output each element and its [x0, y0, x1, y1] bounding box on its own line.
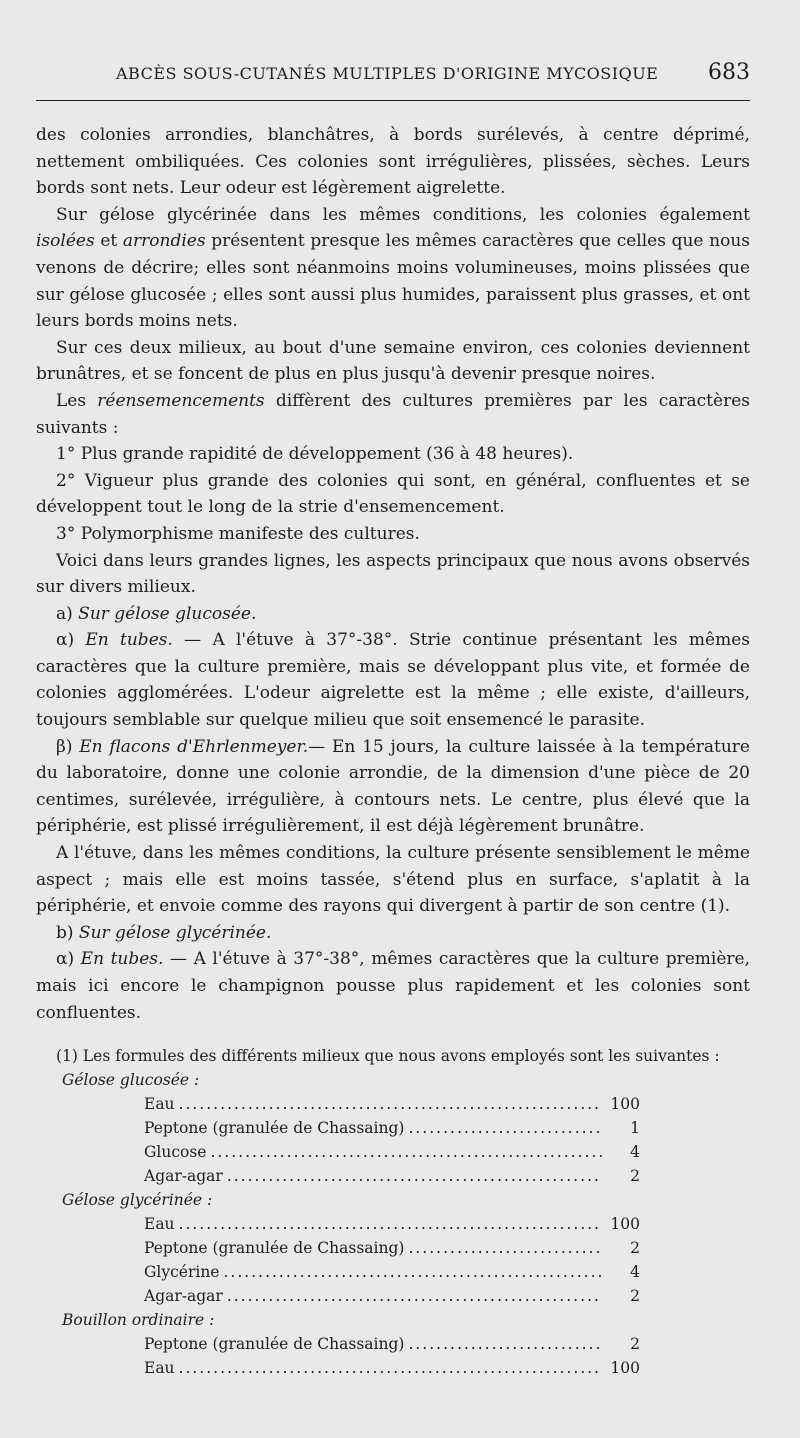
ingredient-row — [144, 1140, 640, 1164]
ingredient-name: Eau — [144, 1095, 175, 1113]
dot-leader — [227, 1164, 602, 1188]
footnote — [36, 1044, 750, 1380]
paragraph — [36, 920, 750, 947]
paragraph — [36, 548, 750, 601]
text-run: Voici dans leurs grandes lignes, les aspects principaux que nous avons observés sur divers milieux. — [36, 550, 750, 598]
ingredient-row — [144, 1284, 640, 1308]
paragraph — [36, 441, 750, 468]
paragraph — [36, 122, 750, 202]
paragraph — [36, 388, 750, 441]
paragraph — [36, 627, 750, 733]
text-run: β) — [56, 736, 80, 757]
italic-text: En flacons d'Ehrlenmeyer. — [79, 736, 309, 757]
ingredient-row — [144, 1212, 640, 1236]
italic-text: En tubes. — [80, 949, 164, 970]
text-run: a) — [56, 603, 79, 624]
ingredient-quantity: 100 — [610, 1095, 640, 1113]
text-run: 1° Plus grande rapidité de développement (36 à 48 heures). — [56, 444, 574, 465]
ingredient-row — [144, 1236, 640, 1260]
text-run: Les — [56, 390, 98, 411]
ingredient-quantity: 1 — [630, 1119, 640, 1137]
italic-text: En tubes. — [85, 630, 173, 651]
ingredient-row — [144, 1356, 640, 1380]
text-run: des colonies arrondies, blanchâtres, à bords surélevés, à centre déprimé, nettement ombiliquées. Ces colonies sont irrégulières, plissées, sèches. Leurs bords sont nets. Leur odeur est légèrement aigrelette. — [36, 125, 750, 199]
formula-title: Bouillon ordinaire : — [62, 1311, 215, 1329]
dot-leader — [408, 1116, 602, 1140]
ingredient-row — [144, 1164, 640, 1188]
text-run: A l'étuve, dans les mêmes conditions, la culture présente sensiblement le même aspect ; mais elle est moins tassée, s'étend plus en surface, s'aplatit à la périphérie, et envoie comme des rayons qui divergent à partir de son centre (1). — [36, 843, 750, 917]
ingredient-row — [144, 1092, 640, 1116]
paragraph — [36, 335, 750, 388]
paragraph — [36, 601, 750, 628]
ingredient-quantity: 100 — [610, 1215, 640, 1233]
italic-text: Sur gélose glycérinée. — [78, 922, 272, 943]
dot-leader — [223, 1260, 602, 1284]
ingredient-name: Eau — [144, 1215, 175, 1233]
running-head — [36, 60, 750, 90]
body-text — [36, 122, 750, 1026]
text-run: — A l'étuve à 37°-38°. Strie continue présentant les mêmes caractères que la culture première, mais se développant plus vite, et formée de colonies agglomérées. L'odeur aigrelette est la même ; elle existe, d'ailleurs, toujours semblable sur quelque milieu que soit ensemencé le parasite. — [36, 630, 750, 731]
text-run: α) — [56, 630, 86, 651]
ingredient-quantity: 2 — [630, 1287, 640, 1305]
text-run: diffèrent des cultures premières par les caractères suivants : — [36, 390, 750, 438]
formula-title: Gélose glucosée : — [62, 1071, 200, 1089]
ingredient-name: Peptone (granulée de Chassaing) — [144, 1335, 405, 1353]
text-run: — En 15 jours, la culture laissée à la température du laboratoire, donne une colonie arrondie, de la dimension d'une pièce de 20 centimes, surélevée, irrégulière, à contours nets. Le centre, plus élevé que la périphérie, est plissé irrégulièrement, il est déjà légèrement brunâtre. — [36, 736, 750, 837]
dot-leader — [227, 1284, 602, 1308]
italic-text: Sur gélose glucosée. — [78, 603, 257, 624]
text-run: Sur ces deux milieux, au bout d'une semaine environ, ces colonies deviennent brunâtres, et se foncent de plus en plus jusqu'à devenir presque noires. — [36, 337, 750, 385]
text-run: 2° Vigueur plus grande des colonies qui sont, en général, confluentes et se développent tout le long de la strie d'ensemencement. — [36, 470, 750, 518]
text-run: présentent presque les mêmes caractères que celles que nous venons de décrire; elles sont néanmoins moins volumineuses, moins plissées que sur gélose glucosée ; elles sont aussi plus humides, paraissent plus grasses, et ont leurs bords moins nets. — [36, 231, 751, 332]
formula-list — [36, 1068, 750, 1380]
dot-leader — [179, 1356, 602, 1380]
ingredient-name: Glycérine — [144, 1263, 220, 1281]
ingredient-quantity: 2 — [630, 1167, 640, 1185]
ingredient-quantity: 100 — [610, 1359, 640, 1377]
paragraph — [36, 946, 750, 1026]
paragraph — [36, 521, 750, 548]
paragraph — [36, 840, 750, 920]
ingredient-quantity: 2 — [630, 1239, 640, 1257]
paragraph — [36, 202, 750, 335]
page-number: 683 — [708, 60, 750, 85]
ingredient-name: Eau — [144, 1359, 175, 1377]
ingredient-quantity: 2 — [630, 1335, 640, 1353]
dot-leader — [210, 1140, 602, 1164]
text-run: Sur gélose glycérinée dans les mêmes conditions, les colonies également — [56, 204, 750, 225]
text-run: b) — [56, 922, 79, 943]
ingredient-name: Peptone (granulée de Chassaing) — [144, 1119, 405, 1137]
dot-leader — [179, 1092, 602, 1116]
dot-leader — [179, 1212, 602, 1236]
footnote-intro: (1) Les formules des différents milieux que nous avons employés sont les suivantes : — [56, 1047, 720, 1065]
ingredient-quantity: 4 — [630, 1143, 640, 1161]
text-run: 3° Polymorphisme manifeste des cultures. — [56, 523, 420, 544]
ingredient-name: Glucose — [144, 1143, 207, 1161]
ingredient-row — [144, 1116, 640, 1140]
dot-leader — [408, 1236, 602, 1260]
dot-leader — [408, 1332, 602, 1356]
text-run: α) — [56, 949, 81, 970]
ingredient-name: Agar-agar — [144, 1167, 223, 1185]
text-run: — A l'étuve à 37°-38°, mêmes caractères que la culture première, mais ici encore le champignon pousse plus rapidement et les colonies sont confluentes. — [36, 949, 750, 1023]
ingredient-row — [144, 1332, 640, 1356]
ingredient-row — [144, 1260, 640, 1284]
header-rule — [36, 100, 750, 101]
running-title: ABCÈS SOUS-CUTANÉS MULTIPLES D'ORIGINE MYCOSIQUE — [116, 64, 659, 83]
paragraph — [36, 468, 750, 521]
italic-text: isolées — [36, 231, 95, 252]
italic-text: arrondies — [122, 231, 206, 252]
italic-text: réensemencements — [97, 390, 265, 411]
paragraph — [36, 734, 750, 840]
text-run: et — [94, 231, 123, 252]
formula-title: Gélose glycérinée : — [62, 1191, 213, 1209]
ingredient-name: Peptone (granulée de Chassaing) — [144, 1239, 405, 1257]
ingredient-name: Agar-agar — [144, 1287, 223, 1305]
ingredient-quantity: 4 — [630, 1263, 640, 1281]
